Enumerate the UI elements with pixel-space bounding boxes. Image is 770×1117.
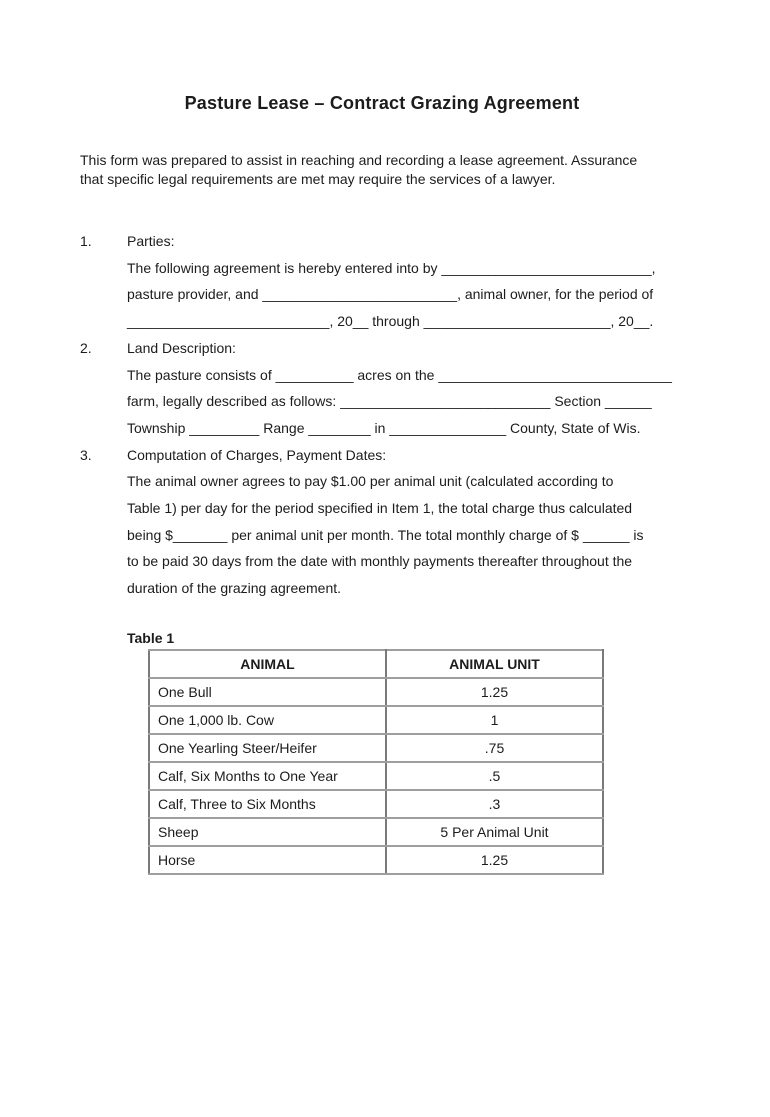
body-line: duration of the grazing agreement. (127, 580, 342, 597)
table-row (149, 790, 603, 818)
form-line-with-blank: being $_______ per animal unit per month. The total monthly charge of $ ______ is (127, 526, 644, 543)
form-line-with-blank: The following agreement is hereby entered into by ___________________________, (127, 259, 656, 276)
numbered-sections (80, 228, 684, 602)
table-row (149, 762, 603, 790)
body-line: to be paid 30 days from the date with monthly payments thereafter throughout the (127, 553, 633, 570)
section-computation-of-charges (80, 442, 684, 602)
document-page (0, 93, 770, 1117)
body-line: Table 1) per day for the period specified in Item 1, the total charge thus calculated (127, 500, 633, 517)
table-header-animal: ANIMAL (149, 650, 386, 678)
animal-cell: Calf, Six Months to One Year (149, 762, 386, 790)
table-header-row (149, 650, 603, 678)
form-line-with-blank: pasture provider, and _________________________, animal owner, for the period of (127, 286, 654, 303)
section-heading: Parties: (127, 233, 175, 249)
animal-unit-cell: 5 Per Animal Unit (386, 818, 603, 846)
animal-cell: Horse (149, 846, 386, 874)
form-line-with-blank: __________________________, 20__ through ________________________, 20__. (127, 313, 654, 330)
table-row (149, 846, 603, 874)
section-number: 3. (80, 446, 92, 463)
animal-unit-cell: .75 (386, 734, 603, 762)
table-header-animal-unit: ANIMAL UNIT (386, 650, 603, 678)
table-row (149, 678, 603, 706)
animal-cell: One 1,000 lb. Cow (149, 706, 386, 734)
animal-unit-table (148, 649, 604, 875)
animal-unit-cell: .5 (386, 762, 603, 790)
form-line-with-blank: Township _________ Range ________ in _______________ County, State of Wis. (127, 419, 641, 436)
section-land-description (80, 335, 684, 442)
section-heading: Land Description: (127, 339, 236, 356)
animal-cell: Sheep (149, 818, 386, 846)
animal-unit-cell: .3 (386, 790, 603, 818)
animal-cell: One Bull (149, 678, 386, 706)
section-number: 2. (80, 339, 92, 356)
table-1-block (127, 627, 684, 875)
animal-cell: Calf, Three to Six Months (149, 790, 386, 818)
animal-unit-cell: 1.25 (386, 846, 603, 874)
form-line-with-blank: The pasture consists of __________ acres on the ______________________________ (127, 366, 672, 383)
animal-unit-cell: 1 (386, 706, 603, 734)
table-row (149, 706, 603, 734)
form-line-with-blank: farm, legally described as follows: ___________________________ Section ______ (127, 393, 652, 410)
table-row (149, 818, 603, 846)
intro-line: that specific legal requirements are met may require the services of a lawyer. (80, 171, 556, 187)
section-parties (80, 228, 684, 335)
body-line: The animal owner agrees to pay $1.00 per animal unit (calculated according to (127, 473, 614, 490)
section-heading: Computation of Charges, Payment Dates: (127, 446, 387, 463)
intro-paragraph (80, 151, 684, 189)
section-number: 1. (80, 233, 92, 249)
animal-cell: One Yearling Steer/Heifer (149, 734, 386, 762)
intro-line: This form was prepared to assist in reaching and recording a lease agreement. Assurance (80, 152, 638, 168)
page-title: Pasture Lease – Contract Grazing Agreement (184, 93, 580, 113)
table-1-label: Table 1 (127, 629, 175, 646)
animal-unit-cell: 1.25 (386, 678, 603, 706)
table-row (149, 734, 603, 762)
